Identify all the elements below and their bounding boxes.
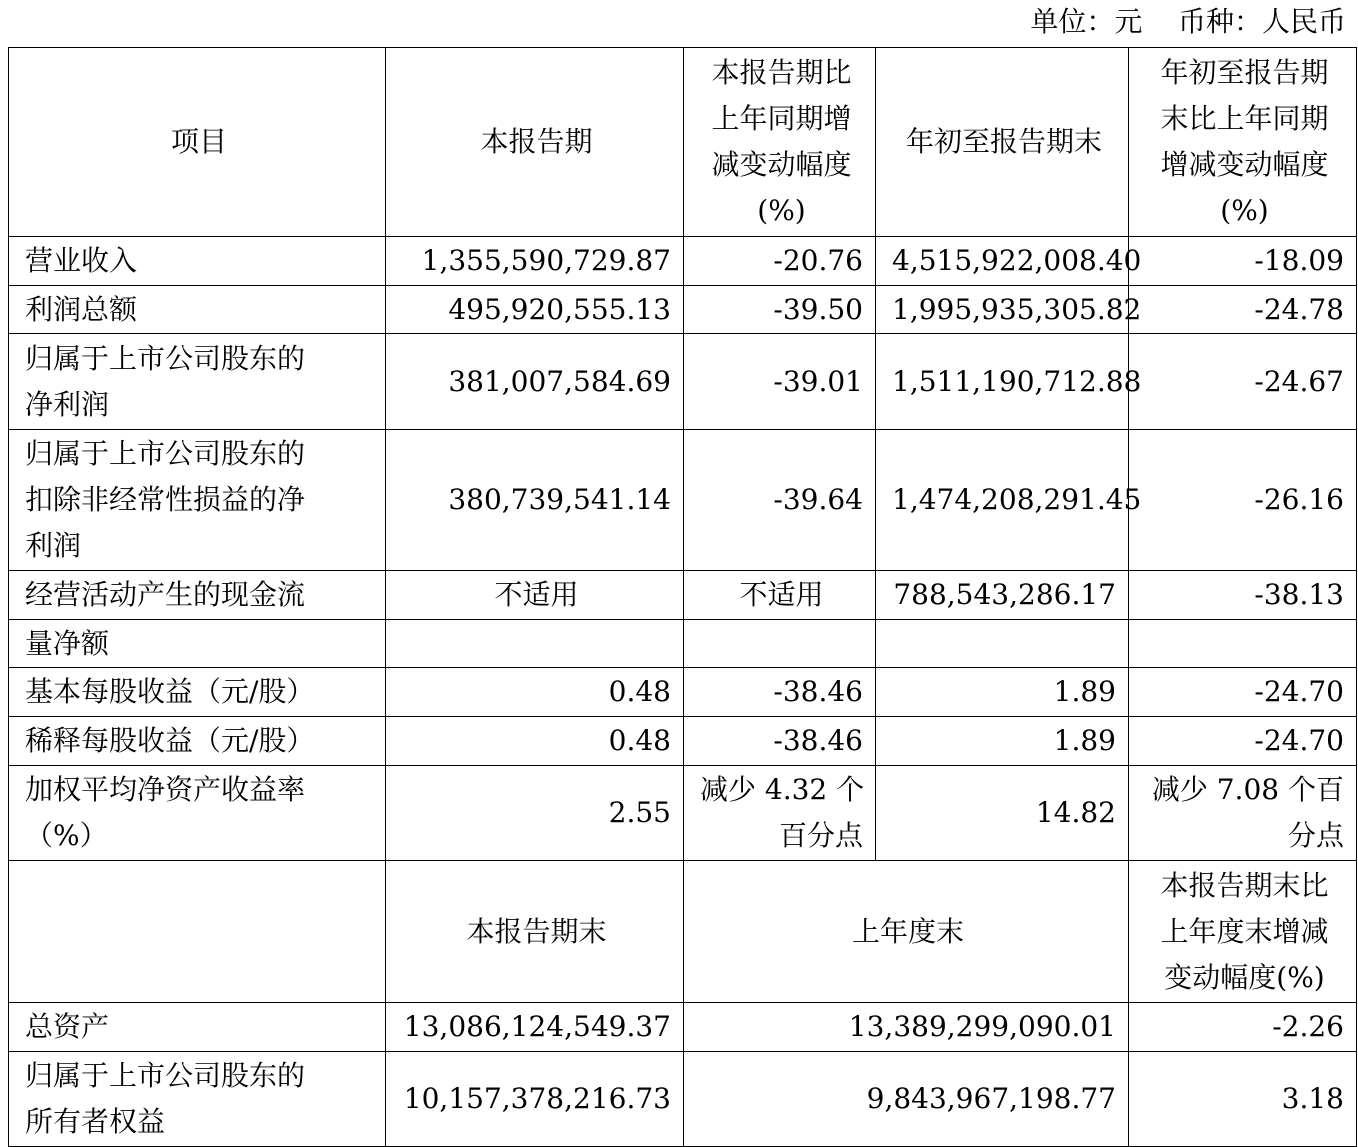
label-line: 净利润 <box>25 387 110 421</box>
cell-current-yoy: -38.46 <box>684 668 876 717</box>
cell-current: 381,007,584.69 <box>386 334 684 430</box>
label-line: 所有者权益 <box>25 1105 166 1138</box>
header-period-end: 本报告期末 <box>386 861 684 1003</box>
row-label <box>9 1052 386 1147</box>
value-line: 百分点 <box>778 819 863 852</box>
table-row <box>9 1052 1357 1147</box>
row-label <box>9 430 386 571</box>
cell-ytd-yoy: -24.70 <box>1129 717 1357 766</box>
cell-ytd: 788,543,286.17 <box>876 571 1129 620</box>
cell-current: 1,355,590,729.87 <box>386 237 684 286</box>
label-line: （%） <box>25 819 108 852</box>
label-line: 利润 <box>25 529 82 562</box>
cell-ytd: 1.89 <box>876 717 1129 766</box>
header-current-yoy <box>684 48 876 237</box>
cell-ytd-yoy: -26.16 <box>1129 430 1357 571</box>
balance-header-row <box>9 861 1357 1003</box>
value-line: 分点 <box>1287 819 1344 852</box>
cell-ytd: 14.82 <box>876 766 1129 861</box>
cell-ytd-yoy: -24.67 <box>1129 334 1357 430</box>
header-line: (%) <box>757 194 806 227</box>
cell-current: 0.48 <box>386 717 684 766</box>
table-row <box>9 430 1357 571</box>
table-row <box>9 717 1357 766</box>
cell-ytd: 4,515,922,008.40 <box>876 237 1129 286</box>
cell-ytd: 1,511,190,712.88 <box>876 334 1129 430</box>
cell-current: 380,739,541.14 <box>386 430 684 571</box>
cell-current-yoy: -39.01 <box>684 334 876 430</box>
table-row <box>9 286 1357 334</box>
cell-current: 0.48 <box>386 668 684 717</box>
header-change <box>1129 861 1357 1003</box>
header-line: 增减变动幅度 <box>1160 148 1329 181</box>
cell-ytd: 1,995,935,305.82 <box>876 286 1129 334</box>
cell-ytd-yoy: -24.78 <box>1129 286 1357 334</box>
cell-ytd: 1,474,208,291.45 <box>876 430 1129 571</box>
header-line: 本报告期比 <box>711 56 852 89</box>
row-label: 总资产 <box>9 1003 386 1052</box>
header-line: 上年度末增减 <box>1160 914 1329 948</box>
label-line: 归属于上市公司股东的 <box>25 341 306 375</box>
cell-last-year-end: 9,843,967,198.77 <box>684 1052 1129 1147</box>
value-line: 减少 4.32 个 <box>700 773 865 806</box>
row-label <box>9 334 386 430</box>
cell-current: 495,920,555.13 <box>386 286 684 334</box>
table-row <box>9 334 1357 430</box>
cell-period-end: 13,086,124,549.37 <box>386 1003 684 1052</box>
label-line: 归属于上市公司股东的 <box>25 437 306 470</box>
row-label <box>9 766 386 861</box>
header-current-period: 本报告期 <box>386 48 684 237</box>
cell-last-year-end: 13,389,299,090.01 <box>684 1003 1129 1052</box>
table-row <box>9 668 1357 717</box>
label-line: 扣除非经常性损益的净 <box>25 483 306 516</box>
table-row <box>9 237 1357 286</box>
cell-period-end: 10,157,378,216.73 <box>386 1052 684 1147</box>
cell-current-yoy: -20.76 <box>684 237 876 286</box>
balance-header-item <box>9 861 386 1003</box>
row-label: 经营活动产生的现金流 <box>9 571 386 620</box>
row-label: 基本每股收益（元/股） <box>9 668 386 717</box>
cell-current-yoy: -39.50 <box>684 286 876 334</box>
cell-ytd-yoy <box>1129 766 1357 861</box>
cell-current-yoy: -38.46 <box>684 717 876 766</box>
cell-ytd-yoy: -18.09 <box>1129 237 1357 286</box>
header-line: 年初至报告期 <box>1160 56 1329 89</box>
cell-current-yoy: 不适用 <box>684 571 876 620</box>
row-label: 量净额 <box>9 620 386 668</box>
row-label: 稀释每股收益（元/股） <box>9 717 386 766</box>
header-ytd: 年初至报告期末 <box>876 48 1129 237</box>
row-label: 营业收入 <box>9 237 386 286</box>
header-line: 变动幅度(%) <box>1164 960 1325 994</box>
cell-change: -2.26 <box>1129 1003 1357 1052</box>
label-line: 加权平均净资产收益率 <box>25 773 306 806</box>
table-row <box>9 620 1357 668</box>
table-row <box>9 1003 1357 1052</box>
cell-current: 2.55 <box>386 766 684 861</box>
header-ytd-yoy <box>1129 48 1357 237</box>
cell-current-yoy <box>684 620 876 668</box>
cell-ytd-yoy: -24.70 <box>1129 668 1357 717</box>
cell-current-yoy <box>684 766 876 861</box>
header-line: 减变动幅度 <box>711 148 852 181</box>
header-line: 本报告期末比 <box>1160 868 1329 902</box>
cell-ytd: 1.89 <box>876 668 1129 717</box>
value-line: 减少 7.08 个百 <box>1151 773 1344 806</box>
unit-currency-note: 单位：元 币种：人民币 <box>1030 5 1346 38</box>
header-line: 上年同期增 <box>711 102 852 135</box>
table-header-row <box>9 48 1357 237</box>
header-last-year-end: 上年度末 <box>684 861 1129 1003</box>
cell-ytd <box>876 620 1129 668</box>
table-row <box>9 571 1357 620</box>
header-line: 末比上年同期 <box>1160 102 1329 135</box>
header-line: (%) <box>1220 194 1269 227</box>
cell-current <box>386 620 684 668</box>
cell-current: 不适用 <box>386 571 684 620</box>
financial-data-table <box>8 47 1357 1147</box>
cell-change: 3.18 <box>1129 1052 1357 1147</box>
row-label: 利润总额 <box>9 286 386 334</box>
table-row <box>9 766 1357 861</box>
header-item: 项目 <box>9 48 386 237</box>
cell-ytd-yoy <box>1129 620 1357 668</box>
cell-ytd-yoy: -38.13 <box>1129 571 1357 620</box>
label-line: 归属于上市公司股东的 <box>25 1059 306 1092</box>
cell-current-yoy: -39.64 <box>684 430 876 571</box>
